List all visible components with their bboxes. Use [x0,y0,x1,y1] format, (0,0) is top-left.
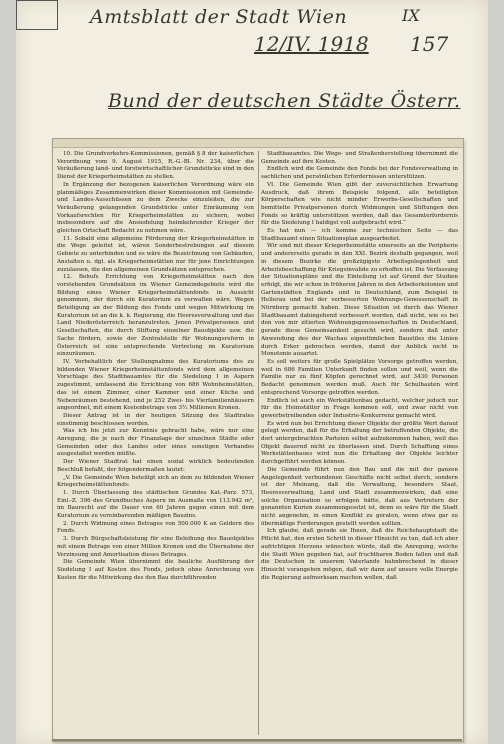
paragraph: 3. Durch Bürgschaftsleistung für eine Beleihung des Bauobjektes mit einem Betrage von einer Million Kronen und die Übernahme der Verzinsung und Amortisation dieses Betrages. [57,536,254,558]
paragraph: Wir sind mit dieser Kriegerheimstätte einerseits an die Peripherie und andererseits gerade in den XXI. Bezirk deshalb gegangen, weil in diesem Bezirke die großzügigste Arbeitsgelegenheit und Arbeitsbeschaffung für Kriegsinvalide zu erhoffen ist. Die Verfassung der Situationspläne und die Einteilung ist auf Grund der Studien erfolgt, die wir schon in früheren Jahren in den Arbeiterkolonien und Gartenstädten Englands und in Deutschland, zum Beispiel in Hellerau und bei der verbesserten Wohnungs-Genossenschaft in Nürnberg gemacht haben. Diese Situation ist durch das Wiener Stadtbauamt dahingehend verbessert worden, daß nicht, wie es bei den von mir zitierten Wohnungsgenossenschaften in Deutschland, gerade diese Gemeinsamkeit gesucht wird, sondern daß unter Anwendung des der Wachau eigentümlichen Baustiles die Linien durch Erker gebrochen werden, damit der Anblick nicht in Monotonie ausartet. [261,243,458,358]
paragraph: IV. Vorbehaltlich der Stellungnahme des Kuratoriums des zu bildenden Wiener Kriegerheimstättenfonds wird dem allgemeinen Vorschlage des Stadtbauamtes für die Siedelung I in Aspern zugestimmt, umfassend die Errichtung von 686 Wohnheimstätten, das ist einem Zimmer, einer Kammer und einer Küche und Nebenräumen bestehend, und je 252 Zwei- bis Vierfamilienhäusern angeordnet, mit einem Kostenbetrage von 3½ Millionen Kronen. [57,358,254,412]
clipping-bottom-edge [52,739,462,741]
column-divider [258,151,259,735]
clipping-right-column [261,151,458,735]
paragraph: Stadtbauamtes. Die Wege- und Straßenherstellung übernimmt die Gemeinde auf ihre Kosten. [261,151,458,165]
paragraph: Es soll weiters für große Spielplätze Vorsorge getroffen werden, weil in 686 Familien Unterkunft finden sollen und weil, wenn die Familie nur zu fünf Köpfen gerechnet wird, auf 3430 Personen Bedacht genommen werden muß. Auch für Schulbauten wird entsprechend Vorsorge getroffen werden. [261,358,458,396]
paragraph: Die Gemeinde führt nun den Bau und die mit der ganzen Angelegenheit verbundenen Geschäfte nicht selbst durch, sondern ist der Meinung, daß die Verwaltung, besonders Staat, Heeresverwaltung, Land und Stadt zusammenwirken, daß eine solche Organisation so erfolgen hätte, daß aus Vertretern der genannten Kurien zusammengesetzt ist, denn es wäre für die Stadt nicht angenehm, in einen Konflikt zu geraten, wenn etwa gar zu übermäßige Forderungen gestellt werden sollten. [261,466,458,527]
paragraph: Dieser Antrag ist in der heutigen Sitzung des Stadtrates einstimmig beschlossen worden. [57,412,254,427]
paragraph: „V. Die Gemeinde Wien beteiligt sich an dem zu bildenden Wiener Kriegerheimstättenfonds: [57,474,254,489]
paragraph: 12. Behufs Errichtung von Kriegerheimstätten nach den vorstehenden Grundsätzen im Wiener Gemeindegebiete wird die Bildung eines Wiener Kriegerheimstättenfonds in Aussicht genommen, der durch ein Kuratorium zu verwalten wäre. Wegen Beteiligung an der Bildung des Fonds und wegen Mitwirkung im Kuratorium ist an die k. k. Regierung, die Heeresverwaltung und das Land Niederösterreich heranzutreten. Jenen Privatpersonen und Gesellschaften, die durch Stiftung einzelner Bauobjekte usw. die Sache fördern, sowie der Zentralstelle für Wohnungsreform in Österreich ist eine entsprechende Vertretung im Kuratorium einzuräumen. [57,274,254,358]
handwritten-date: 12/IV. 1918 [254,32,369,56]
handwritten-issue-numeral: IX [402,6,420,25]
paragraph: Die Gemeinde Wien übernimmt die bauliche Ausführung der Siedelung I auf Kosten des Fonds, jedoch ohne Anrechnung von Kosten für die Mitwirkung des den Bau durchführenden [57,559,254,581]
paragraph: Es wird nun bei Errichtung dieser Objekte der größte Wert darauf gelegt werden, daß für die Erhaltung der betreffenden Objekte, die dort untergebrachten Parteien selbst aufzukommen haben, weil das Objekt dauernd nicht zu überlassen sind. Durch Schaffung eines Werkstättenbaues wird nun die Erhaltung der Objekte leichter durchgeführt werden können. [261,420,458,466]
paragraph: VI. Die Gemeinde Wien gibt der zuversichtlichen Erwartung Ausdruck, daß ihrem Beispiele folgend, alle beteiligten Körperschaften wie nicht minder Erwerbs-Gesellschaften und bemittelte Privatpersonen durch Widmungen und Stiftungen den Fonds so kräftig unterstützen werden, daß das Gesamterfordernis für die Siedelung I baldigst voll aufgebracht wird.“ [261,181,458,227]
handwritten-reference-number: 157 [410,32,449,56]
paragraph: Was ich bis jetzt zur Kenntnis gebracht habe, wäre nur eine Anregung, die je nach der Finanzlage der einzelnen Städte oder Gemeinden oder des Landes oder eines sonstigen Verbandes ausgestaltet werden müßte. [57,428,254,458]
paragraph: 11. Sobald eine allgemeine Förderung der Kriegerheimstätten in die Wege geleitet ist, wären Sonderbestrebungen auf diesem Gebiete zu unterbinden und es wäre die Bezeichnung von Gebäuden, Anstalten u. dgl. als Kriegerheimstätten nur für jene Einrichtungen zuzulassen, die den allgemeinen Grundsätzen entsprechen. [57,235,254,273]
handwritten-gazette-title: Amtsblatt der Stadt Wien [90,6,348,28]
newspaper-clipping [52,138,464,742]
paragraph: Es hat nun — ich komme zur technischen Seite — das Stadtbauamt einen Situationsplan ausgearbeitet. [261,228,458,242]
paragraph: 10. Die Grundverkehrs-Kommissionen, gemäß § 8 der kaiserlichen Verordnung vom 9. August 1915, R.-G.-Bl. Nr. 234, über die Veräußerung land- und forstwirtschaftlicher Grundstücke sind in den Dienst der Kriegerheimstätten zu stellen. [57,151,254,181]
clipping-top-edge [53,139,463,148]
paragraph: Endlich ist auch ein Werkstättenbau gedacht, welcher jedoch nur für die Heimstätter in Frage kommen soll, und zwar nicht von gewerbetreibenden oder Industrie-Konkurrenz gemacht wird. [261,397,458,419]
paragraph: Der Wiener Stadtrat hat einen sozial wirklich bedeutenden Beschluß befaßt, der folgendermaßen lautet: [57,459,254,473]
paragraph: 1. Durch Überlassung des städtischen Grundes Kat.-Parz. 573, Einl.-Z. 396 des Grundbuches Aspern im Ausmaße von 113.942 m², im Baurecht auf die Dauer von 60 Jahren gegen einen mit dem Kuratorium zu vereinbarenden mäßigen Bauzins. [57,489,254,520]
paragraph: Endlich wird die Gemeinde den Fonds bei der Fondsverwaltung in sachlichen und persönlichen Erfordernissen unterstützen. [261,166,458,181]
handwritten-subject-line: Bund der deutschen Städte Österr. [108,90,461,112]
paragraph: In Ergänzung der bezogenen kaiserlichen Verordnung wäre ein planmäßiges Zusammenwirken dieser Kommissionen mit Gemeinde- und Landes-Ausschüssen zu dem Zwecke einzuleiten, die zur Veräußerung gelangenden Grundstücke unter Einräumung von Vorkaufsrechten für Kriegerheimstätten zu sichern, wobei insbesondere auf die Ansiedelung heimkehrender Krieger der gleichen Ortschaft Bedacht zu nehmen wäre. [57,181,254,235]
paragraph: Ich glaube, daß gerade sie Ihnen, daß die Reichshauptstadt die Pflicht hat, den ersten Schritt in dieser Hinsicht zu tun, daß ich aber aufrichtigen Herzens wünschen würde, daß die Anregung, welche die Stadt Wien gegeben hat, auf fruchtbaren Boden fallen und daß die Deutschen in unserem Vaterlande bahnbrechend in dieser Hinsicht vorangehen mögen, daß wir dann auf unsere volle Energie die Regierung aufmerksam machen wollen, daß [261,528,458,581]
paragraph: 2. Durch Widmung eines Betrages von 500.000 K an Geldern des Fonds. [57,520,254,535]
issue-number-box [16,0,58,30]
clipping-left-column [57,151,254,735]
